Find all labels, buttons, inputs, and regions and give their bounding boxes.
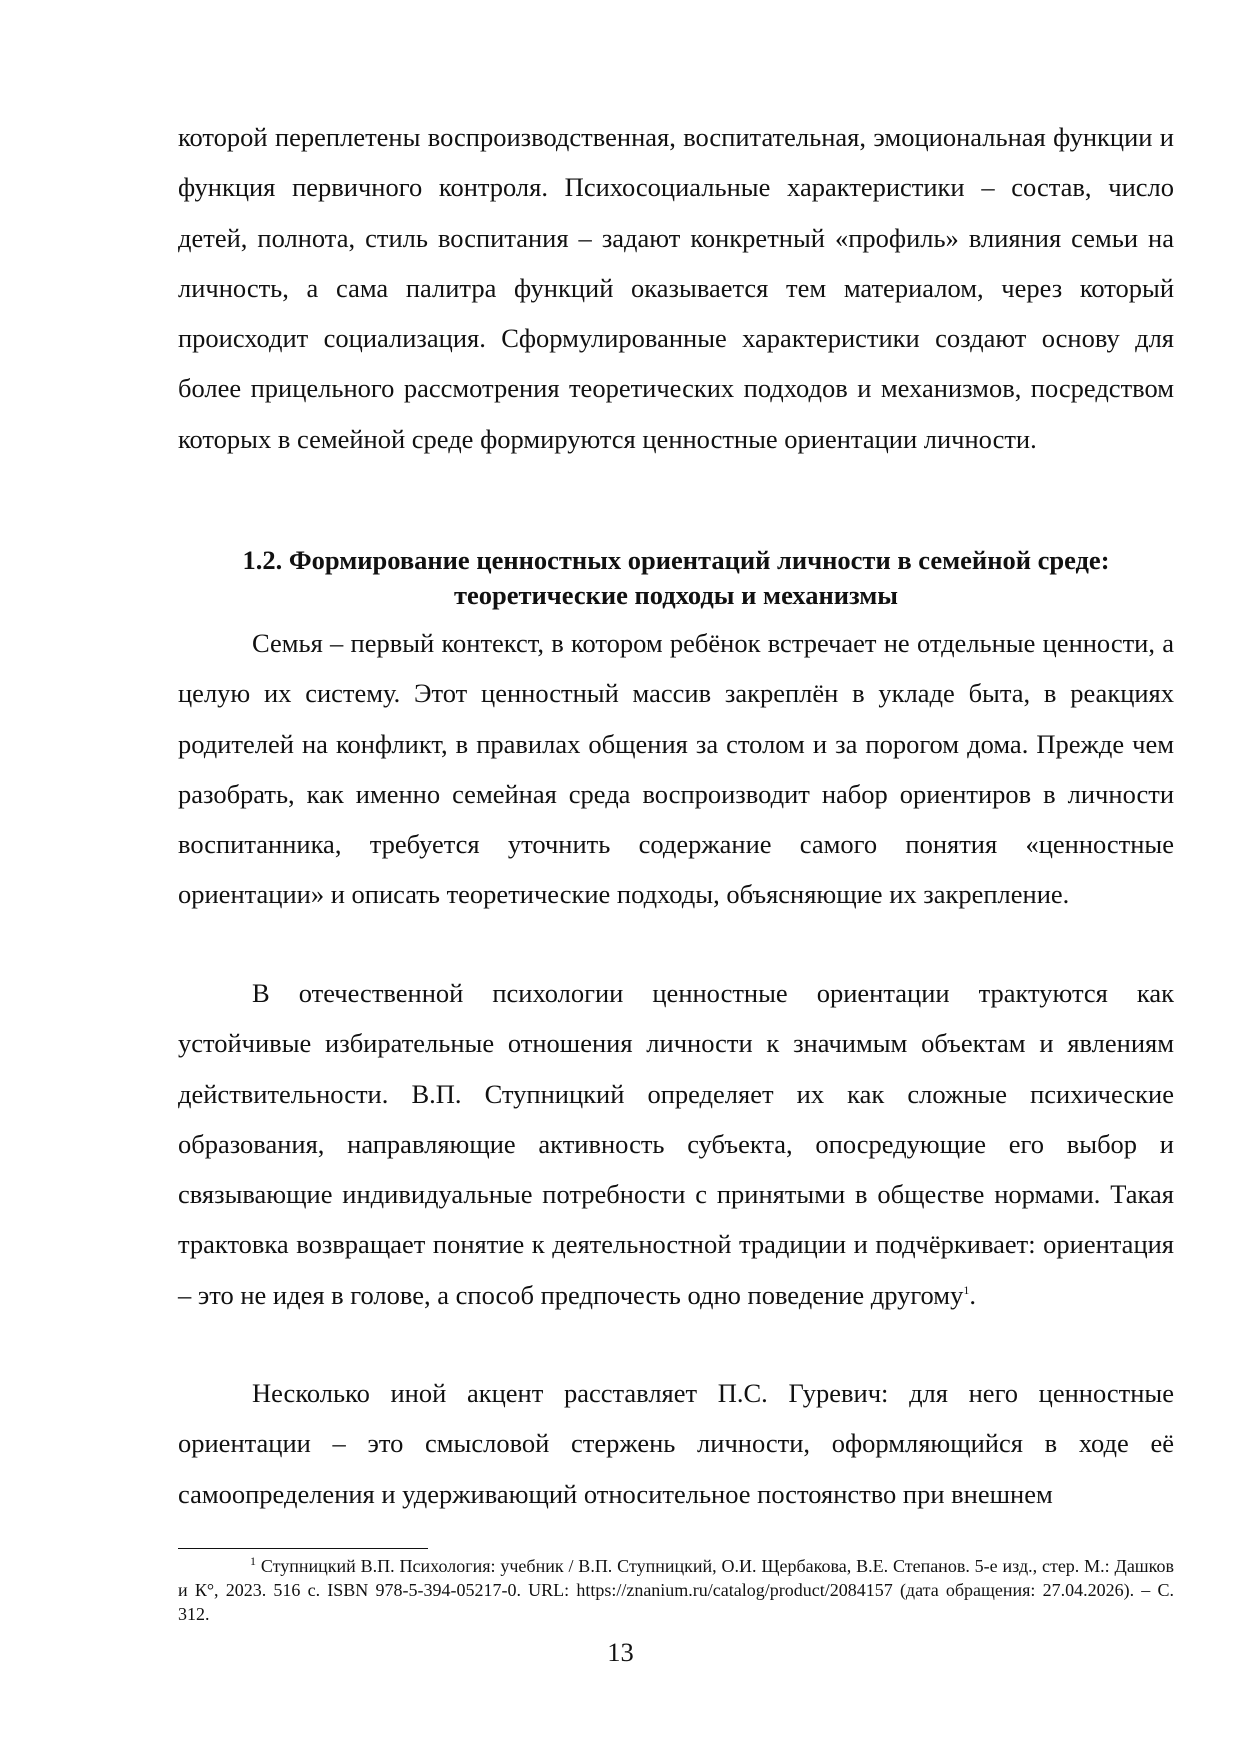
footnote-text: Ступницкий В.П. Психология: учебник / В.П. Ступницкий, О.И. Щербакова, В.Е. Степанов. 5-е изд., стер. М.: Дашков и К°, 2023. 516 с. ISBN 978-5-394-05217-0. URL: https://znanium.ru/catalog/product/2084157 (дата обращения: 27.04.2026). – С. 312. [178,1556,1174,1624]
paragraph-3-text: В отечественной психологии ценностные ориентации трактуются как устойчивые избирательные отношения личности к значимым объектам и явлениям действительности. В.П. Ступницкий определяет их как сложные психические образования, направляющие активность субъекта, опосредующие его выбор и связывающие индивидуальные потребности с принятыми в обществе нормами. Такая трактовка возвращает понятие к деятельностной традиции и подчёркивает: ориентация – это не идея в голове, а способ предпочесть одно поведение другому [178,978,1174,1310]
page-number: 13 [607,1637,634,1667]
footnote-separator [178,1548,428,1549]
section-heading [178,543,1174,613]
section-heading-line-2: теоретические подходы и механизмы [453,580,899,610]
footnote-reference[interactable]: 1 [963,1282,970,1297]
paragraph-continued: которой переплетены воспроизводственная, воспитательная, эмоциональная функции и функция первичного контроля. Психосоциальные характеристики – состав, число детей, полнота, стиль воспитания – задают конкретный «профиль» влияния семьи на личность, а сама палитра функций оказывается тем материалом, через который происходит социализация. Сформулированные характеристики создают основу для более прицельного рассмотрения теоретических подходов и механизмов, посредством которых в семейной среде формируются ценностные ориентации личности. [178,122,1174,454]
footnote-lead [178,1556,250,1576]
section-heading-line-1: 1.2. Формирование ценностных ориентаций личности в семейной среде: [242,545,1110,575]
footnote [178,1554,1174,1626]
paragraph-2: Семья – первый контекст, в котором ребёнок встречает не отдельные ценности, а целую их систему. Этот ценностный массив закреплён в укладе быта, в реакциях родителей на конфликт, в правилах общения за столом и за порогом дома. Прежде чем разобрать, как именно семейная среда воспроизводит набор ориентиров в личности воспитанника, требуется уточнить содержание самого понятия «ценностные ориентации» и описать теоретические подходы, объясняющие их закрепление. [178,628,1174,910]
paragraph-3-end: . [969,1279,976,1310]
footnote-number: 1 [250,1554,256,1568]
paragraph-4: Несколько иной акцент расставляет П.С. Гуревич: для него ценностные ориентации – это смысловой стержень личности, оформляющийся в ходе её самоопределения и удерживающий относительное постоянство при внешнем [178,1378,1174,1509]
paragraph-3 [178,968,1174,1320]
